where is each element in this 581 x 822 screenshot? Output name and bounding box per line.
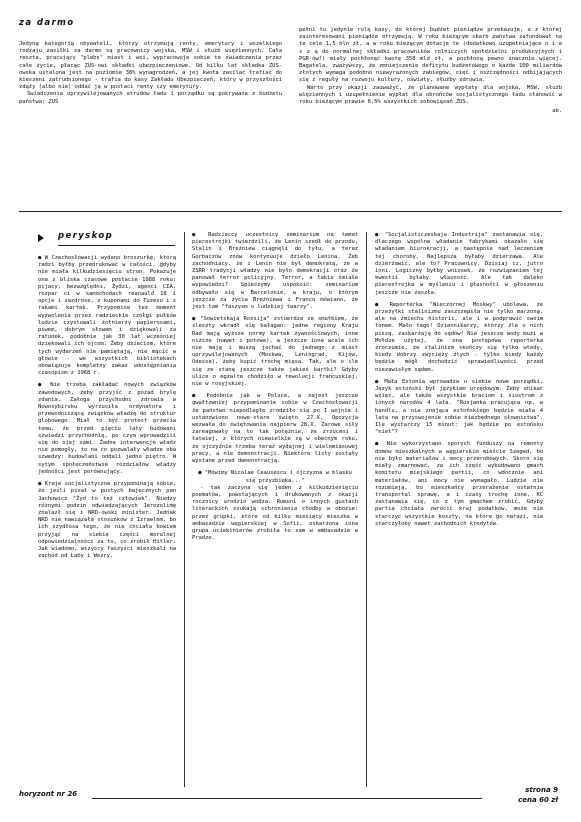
- column-rule: [366, 232, 367, 787]
- footer-page-number: strona 9: [525, 786, 558, 794]
- bullet-icon: ●: [375, 378, 385, 385]
- bullet-icon: ●: [192, 232, 209, 238]
- news-item: ● W Czechosłowacji wydano broszurkę, którą radzi byłby przedrukować w całości, gdyby nie miała kilkudziesięciu stron. Pokazuje ona z bliska czasowe postacie 1988 roku: pijacy, bezwzględni, Żydzi, agenci CIA, rozpar ci w samochodach reanauld 18 i opcje i zazdrose, z kuponami do Tuzexu i z rakami kartek. Przypomina też moment wyzwolenia przez radzieckie czołgi pułków ludzie czystowali żołnierzy papierosami, piwem, dobrym słowem i dziękowali za ratunek, podobnie jak 30 lat wcześniej dziękowali ich ojcom. Żeby dzieciom, które tych wydarzeń nie pamiętają, nie mącić w głowie - we wszystkich bibliotekach obowiązuje kompletny zakaz udostępniania czasopism z 1968 r.: [38, 255, 176, 377]
- bullet-icon: ●: [192, 393, 207, 400]
- news-item: ● Radzieccy uczestnicy seminarium na temat pierestrojki twierdzili, że Lenin szedł do przodu, Stalin i Breżniew ciągnęli do tyłu, a teraz Gorbaczow znów kontynuuje dzieło Lenina. Żeb zachodniacy, że i Lenin nie był demokratą, że w ZSRR tradycji władzy nie było demokracji oraz że panował terror policyjny. Terror, a takie śmiałe wypowiedzi? Spieszymy uspokoić: seminarium odbywało się w Barcelonie, w kraju, o którym jeszcze za życia Breżniewa i Franco mówiano, że jest tam "faszyzm o ludzkiej twarzy".: [192, 232, 358, 311]
- news-item-continuation: - tak zaczyna się jeden z kilkudziesięciu poematów, powstających i drukowanych z okazji rocznicy urodzin wodza. Rumuni o innych gustach literackich szukają schronienia chodby w obozie: przez grupki, które od kilku miesięcy mieszka w ambasadzie węgierskiej w Sofii, oskarżona inna grupa uciekinierów zrobiła to sam w ambasadzie w Pradze.: [192, 484, 358, 542]
- poem-quote: ● "Mówimy Nicolae Ceausescu i ojczyzna w blasku się przyzbieka...": [198, 470, 352, 484]
- news-item: ● Reporterka "Wieczornej Moskwy" ubolewa, że przeżyłki stalinizmu zaszczepiła nie tylko marzoną, ale na źmiechu historii, ale i w podprawić swoim tonem. Mało tego! Dziennikarzy, którzy źle o nich piszą, zaskarżają do sądów! Nie jeszcze wody mużi w Mołdze użytej, że ona postępowa reporterka zroczumie, że stalinizm skończy się tylko wtedy, kiedy dobrzy zwycięży źtych - tylko kiedy każdy będzie mógł dochodzić sprawiedliwości przed niezawisłym sądem.: [375, 301, 543, 373]
- news-item: ● Mała Estonia wprowadza u siebie nowe porządki. Język estoński był językiem urzędowym. Żeby unikać wzięć, ale także wszystkie braciom i siostrom z innych narodów 4 lata. "Rosjanka pracująca np. w handlu, a nie znająca estońskiego będzie miała 4 lata na przyswojenie sobie niezbędnego słownictwa". Ile wystarczy 15 minut: jak będzie po estońsku "niet"?: [375, 378, 543, 436]
- za-darmo-paragraph: Jedyną kategorią obywateli, którzy otrzymują renty, emerytury i wszelkiego rodzaju zasiłki za darmo są pracownicy wojska, MSW i służb więziennych. Cała reszta, pracujący "plebs" miast i wsi, wypracowuje sobie te świadczenia przez całe życie, płacąc ZUS-owi składki ubezpieczeniowe. Od kilku lat składka ZUS-owska ustalona jest na poziomie 38% wynagrodzeń, a jej kwota zasilać trafiać do kieszeni zatrudnionego - trafia do kasy Zakładu Ubezpieczeń, który w przyszłości zdąży (albo nie) oddać ją w postaci renty czy emerytury.: [19, 41, 282, 91]
- za-darmo-paragraph: pełni tu jedynie rolę kasy, do której budżet pieniądze przekazuje, a z której zainteresowani pieniądze otrzymują. W roku bieżącym skarb państwa zafundował na te cele 1,5 bln zł, a w roku bieżącym dotacje te (dodatkowo uzupełniające n i e s z ą do normalnej składki pracowników rolniczych spółdzielni produkcyjnych i PGR-ów!) miały pochłonąć kwotę 358 mld zł, a pochłoną pewno znacznie więcej. Bagatela, zważywszy, że zmniejszenie deficytu budżetowego o każde 100 miliardów złotych wymaga podobno niewyrażonych zabiegów, cięć i oszczędności odbijających się z reguły na rozwoju kultury, oświaty, służby zdrowia.: [299, 27, 562, 84]
- za-darmo-right-column: [299, 27, 562, 115]
- news-item: ● Kraje socjalistyczne przypominają sobie, że jeśli pisał w pustych bajecznych pan Jachowicz "Żyd to też człowiek". Niedzy różnymi godzin odwiedzających Jerozolimę znalazł się i NRD-owski minister. Jednak NRD nie nawiązała stosunków z Izraelem, bo ich szydłosa tego, że nie chciała bowiem przyjąć na siebie części moralnej odpowiedzialności za to, co zrobił Hitler. Jak wiadomo, wszyscy faszyści mieszkali na zachód od Łaby i Wezry.: [38, 481, 176, 560]
- peryskop-column-1: [38, 250, 176, 560]
- column-rule: [184, 232, 185, 787]
- footer-rule: [92, 798, 482, 799]
- section-heading-peryskop: peryskop: [58, 231, 114, 241]
- news-item: ● "Sowietskaja Rossija" zstuerdza ze smutkiem, że sleszty wkradł się bałagan: jedne regiony Kraju Rad mają wyższe normy kartek żywnościowych, inne niższe (nawet i potowe), a jeszcze inne wcale ich nie mają i muszą jechać do jednego z miast uprzywilejowanych (Moskwa, Leningrad, Kijów, Odessa), żeby kupić trochę mięsa. Tak, ale o ile się ze staną jeszcze także jakieś kartki? Gdyby ulice o egzalte chodziło w rewolucji francuskiej, nie w rosyjskiej.: [192, 316, 358, 388]
- footer-magazine-issue: horyzont nr 26: [19, 790, 78, 798]
- peryskop-column-3: [375, 232, 543, 528]
- peryskop-column-2: [192, 232, 358, 542]
- article-heading-za-darmo: za darmo: [19, 18, 75, 28]
- bullet-icon: ●: [38, 382, 51, 389]
- news-item: ● Nie wykorzystano sporych funduszy na remonty domów mieszkalnych w węgierskim mieście Szeged, bo nie było materiałów i mocy przerobowych. Skoro się miały zmarnować, za ich część wybudowano gmach komitetu miejskiego partii, co wdocznie ani materiałów, ani mocy nie wymagało. Ludzie nie rozumieją, bo mieszkańcy przerażenie ostatnia transportal sprawę, a i czasy trochę inne, KC zastanawia się, co z tym gmachem zrobić. Gdyby partia chciała zwrócić kraj podatków, może nie starczyć wszystkie koszty, na które go narazi, nie starczyłoby nawet zachodnich kredytów.: [375, 441, 543, 527]
- za-darmo-paragraph: Warto przy okazji zauważyć, że planowane wypłaty dla wojska, MSW, służb więziennych i uzupełnienie wypłat dla obrońców socjalistycznego ładu stanowić w roku bieżącym prawie 6,5% wszystkich zobowiązań ZUS.: [299, 84, 562, 106]
- section-divider: [19, 211, 562, 212]
- bullet-icon: ●: [198, 470, 205, 477]
- bullet-icon: ●: [192, 316, 201, 323]
- news-item: ● "Socjalisticzeskaja Industrija" zastanawia się, dlaczego wspólne władanie fabrykami okazało się władaniem biurokracji, a następnie nad leczeniem tej choroby. Najlepsza byłaby dzierżawa. Ale dzierżawić, ale to? Pracownicy. Dzisiaj ci, jutro inni. Logiczny byłby wniosek, że rozwiązaniem tej kwestii byłaby własność. Ale tak daleko pierestrojka w myśleniu i głasności w głoszeniu jeszcze nie zaszła.: [375, 232, 543, 296]
- news-item: ● Podobnie jak w Polsce, a najest jeszcze gwałtowniej przypominanie sobie w Czechosłowacji że państwo niepodległe zrodziło się po I wojnie i ustanowiono nowe-stare święto 27.X. Opozycja wezwała do świętowania najpierw 28.X. Zarowe siły zareagowały na to tak potężnie, że zrzuceni i łatwiej, z których niewielkie są w obecnym roku, że ojczyźnie trzeba teraz wydajnej i wielomiasowej pracy, a nie demonstracji. Niektóre listy zostały wystane przed demonstracją.: [192, 393, 358, 465]
- heading-underline: [58, 245, 175, 246]
- za-darmo-left-column: [19, 41, 282, 106]
- pointer-arrow-icon: [38, 234, 44, 242]
- news-item: ● Nie trzeba zakładać nowych związków zawodowych, żeby przyjść z pozad brylę zdania. Załoga przychodni zdrowia w Nowosybirsku wyrzuciła ordynatora i przewodniczącą związków władzę do struktur globowego. Miał to być protest przeciw temu, że przed pięciu laty budowani szwiedzi przychodnię, po czym wprowadzili się do niej sami. Żadne interwencje władz nie pomogły, to na co pozwalały władze oba szwedzy: budowlani oddali jedno piętro. W sytym społeczeństwie rozdziałów władzy jedności jest porównujący.: [38, 382, 176, 475]
- bullet-icon: ●: [38, 481, 45, 488]
- bullet-icon: ●: [375, 441, 387, 448]
- za-darmo-paragraph: Świadczenia uprzywilejowanych atrudów ładu i porządku są pokrywane z budżetu państwa: ZUS: [19, 91, 282, 105]
- footer-price: cena 60 zł: [518, 796, 558, 804]
- bullet-icon: ●: [38, 255, 45, 261]
- author-signature: ab.: [552, 108, 562, 115]
- bullet-icon: ●: [375, 232, 385, 238]
- bullet-icon: ●: [375, 301, 390, 308]
